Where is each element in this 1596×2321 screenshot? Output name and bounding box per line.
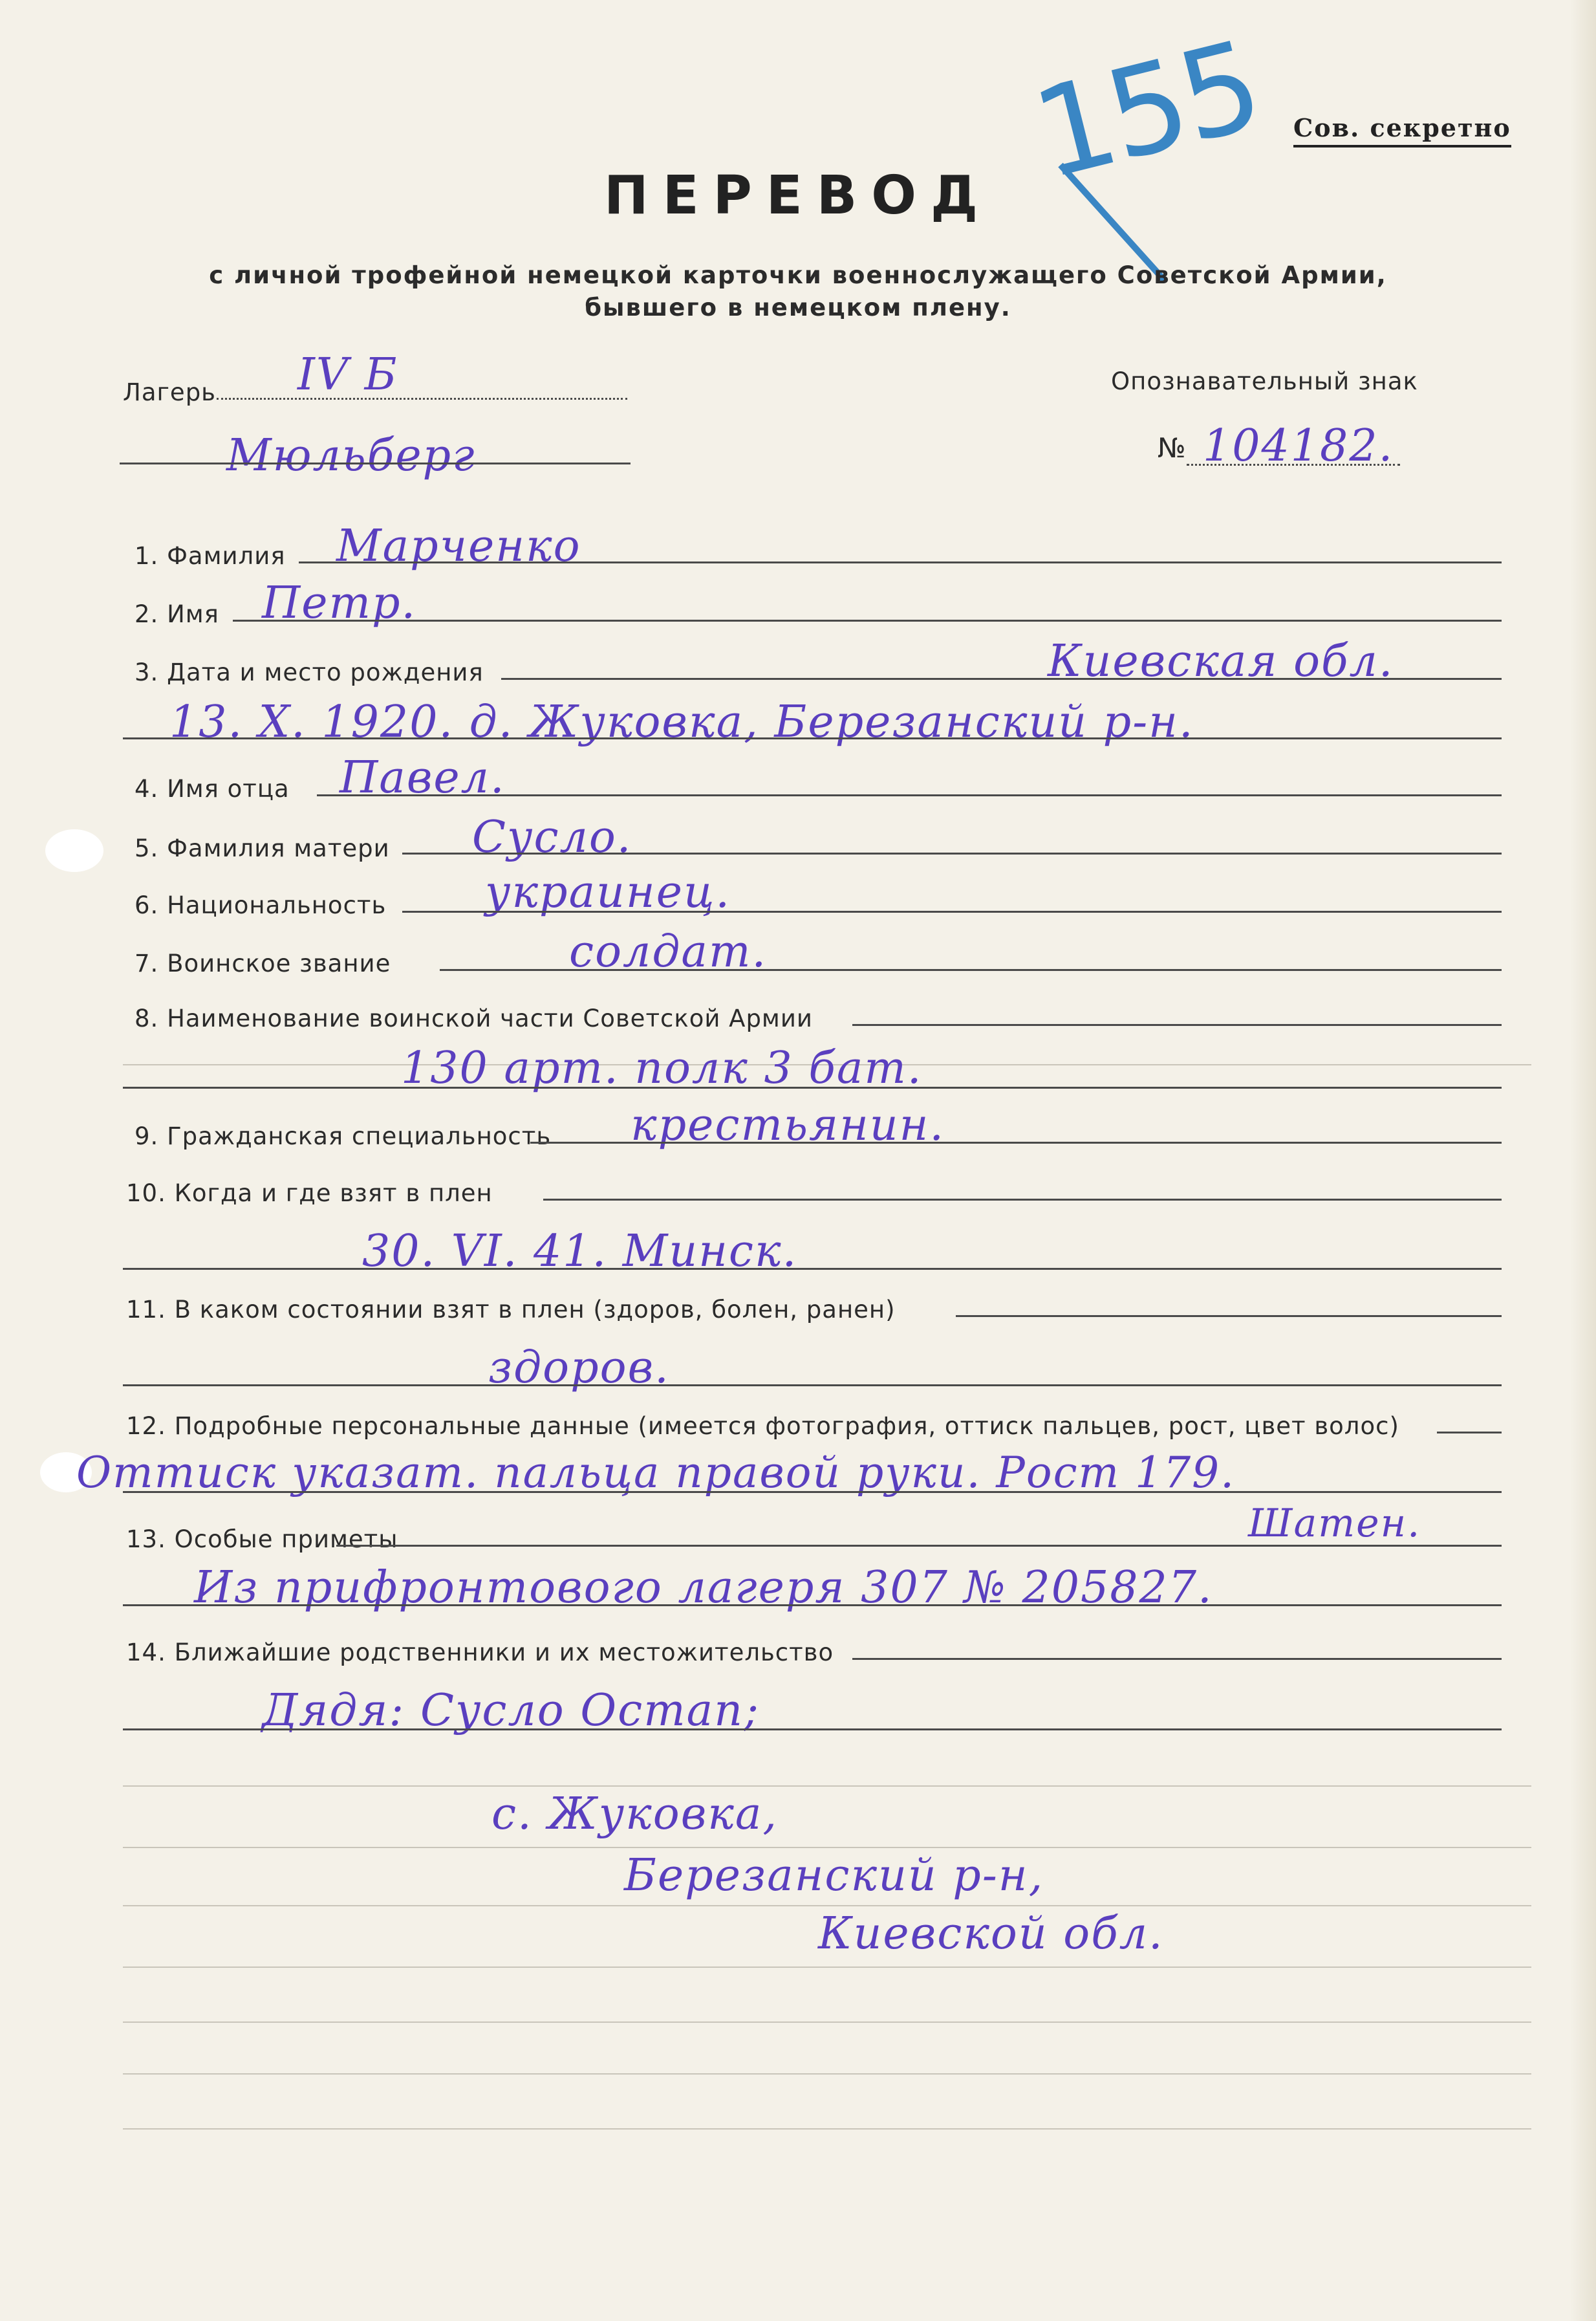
field-5-line	[402, 853, 1502, 855]
field-13-line	[336, 1545, 1502, 1547]
ruled-line	[123, 1785, 1531, 1787]
field-14-line	[852, 1658, 1502, 1660]
id-mark-underline	[1187, 464, 1400, 466]
field-13-label: 13. Особые приметы	[126, 1525, 398, 1553]
ruled-line	[123, 1847, 1531, 1848]
field-12-label: 12. Подробные персональные данные (имеется фотография, оттиск пальцев, рост, цвет волос)	[126, 1412, 1399, 1440]
field-1-line	[299, 561, 1502, 563]
field-9-value: крестьянин.	[631, 1100, 945, 1151]
document-subtitle-1: с личной трофейной немецкой карточки военнослужащего Советской Армии,	[209, 261, 1387, 289]
document-title: ПЕРЕВОД	[604, 165, 992, 226]
field-8-line	[852, 1024, 1502, 1026]
field-4-label: 4. Имя отца	[135, 775, 290, 803]
field-14-value-c: Березанский р-н,	[624, 1850, 1044, 1901]
field-10-line-2	[123, 1268, 1502, 1270]
field-7-line	[440, 969, 1502, 971]
ruled-line	[123, 1967, 1531, 1968]
field-12-value: Оттиск указат. пальца правой руки. Рост 179.	[76, 1448, 1236, 1498]
field-3-line-2	[123, 737, 1502, 739]
field-3-line	[501, 678, 1502, 680]
camp-underline	[217, 398, 627, 400]
field-3-label: 3. Дата и место рождения	[135, 659, 484, 686]
id-mark-label: Опознавательный знак	[1111, 367, 1418, 395]
field-5-label: 5. Фамилия матери	[135, 834, 390, 862]
camp-value: IV Б	[297, 349, 398, 400]
ruled-line	[123, 1905, 1531, 1906]
field-11-label: 11. В каком состоянии взят в плен (здоров, болен, ранен)	[126, 1296, 896, 1324]
field-8-line-2	[123, 1087, 1502, 1089]
field-13-line-2	[123, 1604, 1502, 1606]
field-8-value: 130 арт. полк 3 бат.	[401, 1043, 923, 1094]
field-4-value: Павел.	[340, 752, 506, 803]
field-7-value: солдат.	[569, 926, 768, 977]
field-9-label: 9. Гражданская специальность	[135, 1122, 552, 1150]
camp-location-underline	[120, 463, 631, 464]
field-10-label: 10. Когда и где взят в плен	[126, 1179, 493, 1207]
field-11-line-2	[123, 1384, 1502, 1386]
camp-location: Мюльберг	[226, 430, 476, 481]
id-mark-number: 104182.	[1203, 420, 1394, 472]
field-14-line-2	[123, 1728, 1502, 1730]
field-11-value: здоров.	[488, 1342, 670, 1393]
field-10-line	[543, 1199, 1502, 1201]
id-mark-prefix: №	[1158, 432, 1187, 464]
field-14-value-d: Киевской обл.	[818, 1908, 1164, 1959]
ruled-line	[123, 2073, 1531, 2075]
ruled-line	[123, 2128, 1531, 2130]
field-4-line	[317, 794, 1502, 796]
field-5-value: Сусло.	[472, 812, 632, 863]
field-2-value: Петр.	[262, 578, 417, 629]
field-12-line	[1437, 1432, 1502, 1433]
field-2-label: 2. Имя	[135, 600, 219, 628]
field-6-value: украинец.	[485, 867, 731, 918]
field-9-line	[530, 1142, 1502, 1144]
punch-hole-top	[45, 829, 103, 872]
stamp-number: 155	[1020, 14, 1272, 207]
classification-label: Сов. секретно	[1293, 113, 1511, 147]
field-11-line	[956, 1315, 1502, 1317]
field-8-label: 8. Наименование воинской части Советской Армии	[135, 1005, 813, 1032]
field-12-line-2	[123, 1491, 1502, 1493]
field-13-value-b: Из прифронтового лагеря 307 № 205827.	[194, 1562, 1213, 1613]
field-1-value: Марченко	[336, 521, 581, 572]
field-10-value: 30. VI. 41. Минск.	[362, 1226, 798, 1277]
field-3-value-b: 13. X. 1920. д. Жуковка, Березанский р-н.	[169, 697, 1194, 748]
field-14-value-b: с. Жуковка,	[491, 1789, 779, 1840]
field-7-label: 7. Воинское звание	[135, 950, 391, 977]
ruled-line	[123, 2021, 1531, 2023]
field-14-value-a: Дядя: Сусло Остап;	[262, 1685, 760, 1736]
field-14-label: 14. Ближайшие родственники и их местожительство	[126, 1639, 834, 1666]
field-1-label: 1. Фамилия	[135, 542, 286, 570]
field-2-line	[233, 620, 1502, 622]
field-6-line	[402, 911, 1502, 913]
field-13-value-a: Шатен.	[1248, 1501, 1421, 1546]
paper-edge	[1570, 0, 1596, 2321]
document-subtitle-2: бывшего в немецком плену.	[585, 294, 1011, 321]
field-3-value-a: Киевская обл.	[1048, 636, 1394, 687]
field-6-label: 6. Национальность	[135, 891, 387, 919]
camp-label: Лагерь	[123, 378, 216, 406]
